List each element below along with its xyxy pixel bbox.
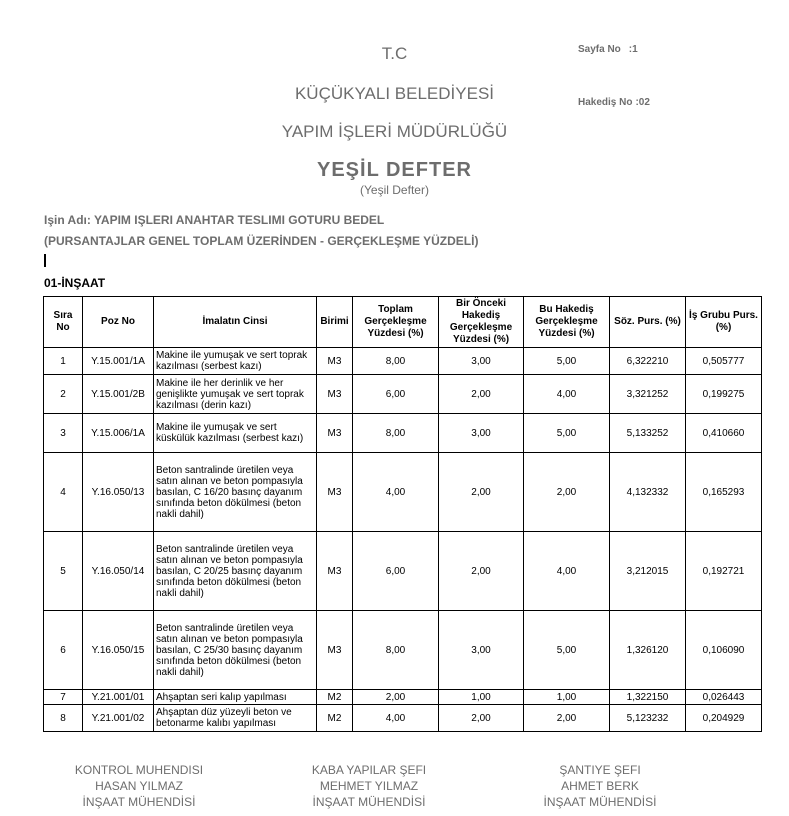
cell-isgrubu: 0,026443 [686, 690, 762, 705]
cell-onceki: 2,00 [439, 705, 524, 732]
cell-isgrubu: 0,192721 [686, 532, 762, 611]
cell-poz: Y.15.006/1A [83, 414, 154, 453]
cell-onceki: 3,00 [439, 414, 524, 453]
cell-isgrubu: 0,165293 [686, 453, 762, 532]
cell-bu: 4,00 [524, 532, 610, 611]
cell-soz: 6,322210 [610, 348, 686, 375]
cell-toplam: 6,00 [353, 532, 439, 611]
cell-sira: 8 [44, 705, 83, 732]
cell-sira: 3 [44, 414, 83, 453]
cell-toplam: 6,00 [353, 375, 439, 414]
cell-birim: M3 [317, 453, 353, 532]
cell-onceki: 1,00 [439, 690, 524, 705]
col-header-soz: Söz. Purs. (%) [610, 297, 686, 348]
cell-poz: Y.21.001/02 [83, 705, 154, 732]
signature-role: KONTROL MUHENDISI [74, 763, 204, 777]
cell-birim: M3 [317, 532, 353, 611]
cell-isgrubu: 0,199275 [686, 375, 762, 414]
header-belediye: KÜÇÜKYALI BELEDİYESİ [294, 84, 495, 103]
cell-birim: M3 [317, 375, 353, 414]
signature-title: İNŞAAT MÜHENDİSİ [312, 795, 426, 809]
cell-birim: M2 [317, 690, 353, 705]
signature-block-kontrol [39, 762, 239, 810]
cell-imalat: Makine ile yumuşak ve sert küskülük kazılması (serbest kazı) [154, 414, 317, 453]
col-header-toplam: Toplam Gerçekleşme Yüzdesi (%) [353, 297, 439, 348]
text-cursor [44, 254, 46, 267]
cell-imalat: Beton santralinde üretilen veya satın alınan ve beton pompasıyla basılan, C 20/25 basınç dayanım sınıfında beton dökülmesi (beton nakli dahil) [154, 532, 317, 611]
hakedis-number [578, 97, 650, 108]
signature-name: AHMET BERK [561, 779, 639, 793]
signature-name: MEHMET YILMAZ [319, 779, 419, 793]
section-heading: 01-İNŞAAT [44, 276, 106, 290]
cell-soz: 5,123232 [610, 705, 686, 732]
job-note: (PURSANTAJLAR GENEL TOPLAM ÜZERİNDEN - GERÇEKLEŞME YÜZDELİ) [44, 234, 479, 248]
cell-sira: 7 [44, 690, 83, 705]
signature-name: HASAN YILMAZ [95, 779, 183, 793]
table-row [44, 453, 762, 532]
cell-soz: 3,321252 [610, 375, 686, 414]
header-tc: T.C [381, 44, 408, 63]
cell-isgrubu: 0,204929 [686, 705, 762, 732]
cell-onceki: 3,00 [439, 611, 524, 690]
cell-toplam: 4,00 [353, 453, 439, 532]
page-number [578, 44, 638, 55]
cell-toplam: 8,00 [353, 348, 439, 375]
cell-imalat: Beton santralinde üretilen veya satın alınan ve beton pompasıyla basılan, C 16/20 basınç dayanım sınıfında beton dökülmesi (beton nakli dahil) [154, 453, 317, 532]
cell-poz: Y.16.050/15 [83, 611, 154, 690]
cell-bu: 2,00 [524, 705, 610, 732]
cell-bu: 2,00 [524, 453, 610, 532]
table-row [44, 705, 762, 732]
cell-isgrubu: 0,410660 [686, 414, 762, 453]
page-title: YEŞİL DEFTER [317, 159, 472, 181]
signature-block-kaba-yapilar [269, 762, 469, 810]
cell-birim: M3 [317, 348, 353, 375]
cell-toplam: 2,00 [353, 690, 439, 705]
cell-poz: Y.16.050/14 [83, 532, 154, 611]
cell-poz: Y.16.050/13 [83, 453, 154, 532]
cell-onceki: 2,00 [439, 453, 524, 532]
cell-imalat: Makine ile her derinlik ve her genişlikte yumuşak ve sert toprak kazılması (derin kazı) [154, 375, 317, 414]
table-row [44, 375, 762, 414]
cell-sira: 2 [44, 375, 83, 414]
cell-toplam: 8,00 [353, 414, 439, 453]
hakedis-number-value: :02 [635, 97, 650, 108]
page-subtitle: (Yeşil Defter) [360, 183, 429, 197]
page-number-label: Sayfa No [578, 44, 621, 55]
signature-role: KABA YAPILAR ŞEFI [311, 763, 427, 777]
signature-title: İNŞAAT MÜHENDİSİ [82, 795, 196, 809]
cell-bu: 1,00 [524, 690, 610, 705]
cell-imalat: Makine ile yumuşak ve sert toprak kazılması (serbest kazı) [154, 348, 317, 375]
cell-bu: 5,00 [524, 414, 610, 453]
cell-imalat: Ahşaptan düz yüzeyli beton ve betonarme kalıbı yapılması [154, 705, 317, 732]
col-header-birim: Birimi [317, 297, 353, 348]
cell-birim: M3 [317, 611, 353, 690]
cell-toplam: 8,00 [353, 611, 439, 690]
cell-soz: 1,322150 [610, 690, 686, 705]
cell-toplam: 4,00 [353, 705, 439, 732]
col-header-poz: Poz No [83, 297, 154, 348]
works-table [43, 296, 762, 732]
job-name: Işin Adı: YAPIM IŞLERI ANAHTAR TESLIMI GOTURU BEDEL [44, 213, 385, 227]
cell-onceki: 2,00 [439, 375, 524, 414]
cell-isgrubu: 0,106090 [686, 611, 762, 690]
hakedis-number-label: Hakediş No [578, 97, 633, 108]
cell-soz: 4,132332 [610, 453, 686, 532]
cell-imalat: Beton santralinde üretilen veya satın alınan ve beton pompasıyla basılan, C 25/30 basınç dayanım sınıfında beton dökülmesi (beton nakli dahil) [154, 611, 317, 690]
cell-soz: 5,133252 [610, 414, 686, 453]
table-header-row [44, 297, 762, 348]
cell-sira: 6 [44, 611, 83, 690]
table-row [44, 532, 762, 611]
cell-poz: Y.21.001/01 [83, 690, 154, 705]
cell-sira: 4 [44, 453, 83, 532]
table-row [44, 348, 762, 375]
cell-sira: 5 [44, 532, 83, 611]
cell-onceki: 3,00 [439, 348, 524, 375]
cell-sira: 1 [44, 348, 83, 375]
table-row [44, 611, 762, 690]
cell-birim: M2 [317, 705, 353, 732]
header-mudurluk: YAPIM İŞLERİ MÜDÜRLÜĞÜ [281, 122, 508, 141]
cell-poz: Y.15.001/2B [83, 375, 154, 414]
cell-isgrubu: 0,505777 [686, 348, 762, 375]
col-header-sira: Sıra No [44, 297, 83, 348]
col-header-imalat: İmalatın Cinsi [154, 297, 317, 348]
cell-birim: M3 [317, 414, 353, 453]
table-row [44, 414, 762, 453]
col-header-isgrubu: İş Grubu Purs. (%) [686, 297, 762, 348]
table-row [44, 690, 762, 705]
signature-role: ŞANTIYE ŞEFI [559, 763, 641, 777]
signature-block-santiye [500, 762, 700, 810]
page-number-value: :1 [628, 44, 638, 55]
signature-title: İNŞAAT MÜHENDİSİ [543, 795, 657, 809]
cell-onceki: 2,00 [439, 532, 524, 611]
col-header-onceki: Bir Önceki Hakediş Gerçekleşme Yüzdesi (%) [439, 297, 524, 348]
cell-bu: 5,00 [524, 348, 610, 375]
cell-poz: Y.15.001/1A [83, 348, 154, 375]
cell-imalat: Ahşaptan seri kalıp yapılması [154, 690, 317, 705]
col-header-bu: Bu Hakediş Gerçekleşme Yüzdesi (%) [524, 297, 610, 348]
cell-soz: 1,326120 [610, 611, 686, 690]
cell-bu: 4,00 [524, 375, 610, 414]
cell-bu: 5,00 [524, 611, 610, 690]
cell-soz: 3,212015 [610, 532, 686, 611]
